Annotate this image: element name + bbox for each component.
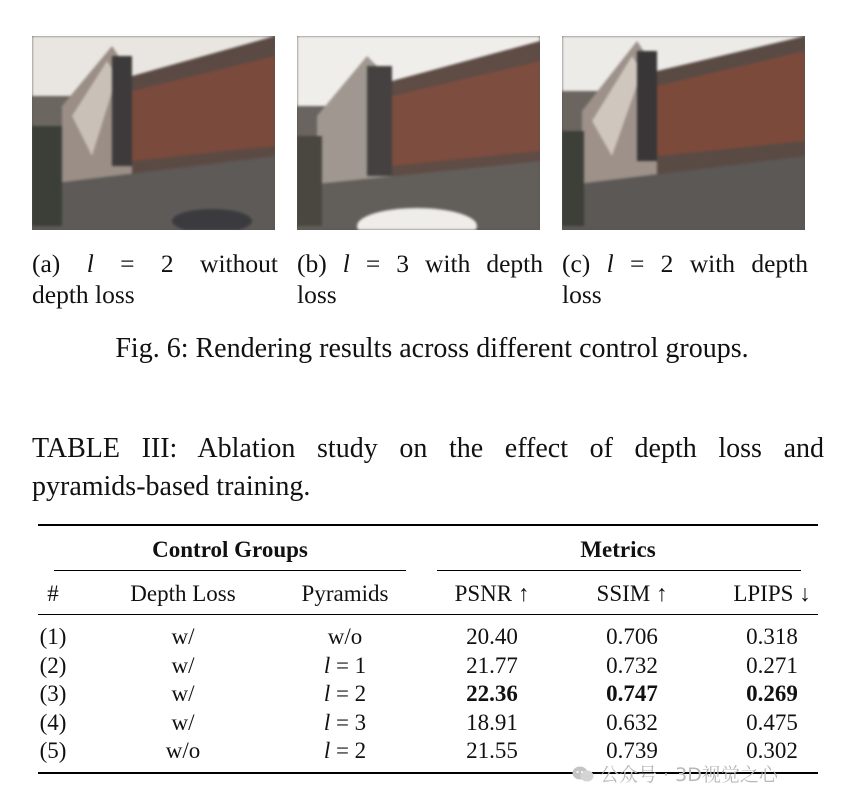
- cell-psnr: 21.55: [466, 738, 518, 763]
- cell-id: (1): [39, 624, 67, 649]
- group-header-metrics: Metrics: [580, 537, 656, 562]
- subcaption-b-line2: loss: [297, 280, 337, 309]
- cell-pyramids: l = 3: [323, 709, 367, 735]
- subcaption-c-line2: loss: [562, 280, 602, 309]
- cell-lpips: 0.271: [746, 652, 798, 678]
- cell-depth-loss: w/: [171, 709, 195, 735]
- cell-pyramids: l = 1: [323, 652, 367, 678]
- subcaption-c-line1: (c) l = 2 with depth: [562, 249, 808, 278]
- cell-lpips: 0.269: [746, 681, 798, 706]
- cell-ssim: 0.747: [606, 681, 658, 706]
- cell-depth-loss: w/: [171, 652, 195, 678]
- cell-lpips: 0.302: [746, 738, 798, 763]
- figure-caption: Fig. 6: Rendering results across different control groups.: [115, 333, 749, 364]
- group-rule-control: [54, 570, 406, 571]
- col-header-id: #: [47, 581, 59, 606]
- table-caption-line1: TABLE III: Ablation study on the effect of depth loss and: [32, 433, 824, 464]
- cell-ssim: 0.732: [606, 652, 658, 678]
- street-scene-image: [297, 36, 540, 230]
- table-top-rule: [38, 524, 818, 526]
- cell-depth-loss: w/: [171, 624, 195, 649]
- group-header-control: Control Groups: [152, 537, 308, 562]
- cell-depth-loss: w/o: [165, 738, 201, 763]
- render-image-b: [297, 36, 540, 230]
- subcaption-b-line1: (b) l = 3 with depth: [297, 249, 543, 278]
- cell-pyramids: l = 2: [323, 738, 367, 763]
- col-header-depth: Depth Loss: [130, 581, 236, 606]
- subcaption-c: [562, 248, 808, 310]
- header-rule: [38, 614, 818, 615]
- col-header-lpips: LPIPS ↓: [733, 581, 811, 606]
- table-caption: [32, 430, 824, 506]
- cell-id: (4): [39, 709, 67, 735]
- watermark: [572, 760, 778, 787]
- col-header-ssim: SSIM ↑: [596, 581, 668, 606]
- cell-ssim: 0.706: [606, 624, 658, 649]
- cell-lpips: 0.318: [746, 624, 798, 649]
- subcaption-b: [297, 248, 543, 310]
- cell-psnr: 20.40: [466, 624, 518, 649]
- group-rule-metrics: [437, 570, 801, 571]
- render-image-a: [32, 36, 275, 230]
- subcaption-a-line2: depth loss: [32, 280, 135, 309]
- cell-psnr: 22.36: [466, 681, 518, 706]
- cell-depth-loss: w/: [171, 681, 195, 706]
- cell-pyramids: w/o: [327, 624, 363, 649]
- cell-ssim: 0.739: [606, 738, 658, 763]
- wechat-icon: [572, 765, 594, 783]
- col-header-psnr: PSNR ↑: [454, 581, 530, 606]
- cell-pyramids: l = 2: [323, 681, 367, 706]
- subcaption-a-line1: (a) l = 2 without: [32, 249, 278, 278]
- cell-lpips: 0.475: [746, 709, 798, 735]
- street-scene-image: [32, 36, 275, 230]
- cell-psnr: 18.91: [466, 709, 518, 735]
- cell-ssim: 0.632: [606, 709, 658, 735]
- watermark-text: 公众号 · 3D视觉之心: [600, 764, 778, 786]
- cell-id: (5): [39, 738, 67, 763]
- table-caption-line2: pyramids-based training.: [32, 471, 311, 502]
- subcaption-a: [32, 248, 278, 310]
- street-scene-image: [562, 36, 805, 230]
- col-header-pyramids: Pyramids: [301, 581, 389, 606]
- render-image-c: [562, 36, 805, 230]
- cell-psnr: 21.77: [466, 652, 518, 678]
- cell-id: (2): [39, 652, 67, 678]
- cell-id: (3): [39, 681, 67, 706]
